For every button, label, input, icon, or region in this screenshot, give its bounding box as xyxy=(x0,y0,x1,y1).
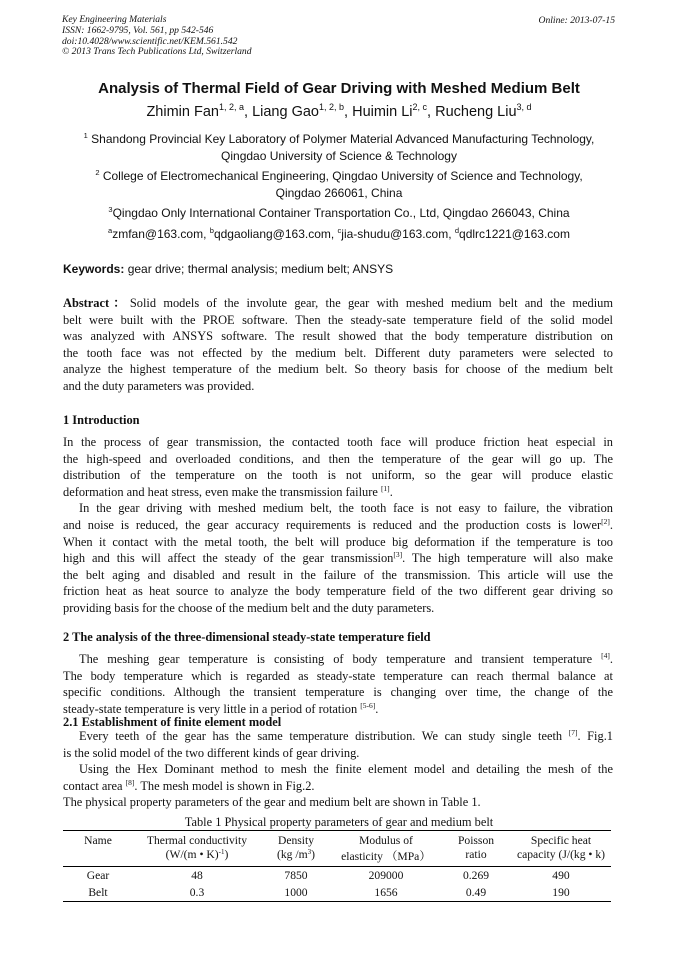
section-2-1-body: Every teeth of the gear has the same temperature distribution. We can study single teeth [7]. Fig.1 is the solid model of the two different kinds of gear driving. Using the Hex Dominant method to mesh the finite element model and detailing the mesh of the contact area [8]. The mesh model is shown in Fig.2. The physical property parameters of the gear and medium belt are shown in Table 1. xyxy=(63,728,613,810)
properties-table xyxy=(63,830,611,902)
column-header: (kg $/m^3$) xyxy=(277,848,315,861)
section-1-body: In the process of gear transmission, the contacted tooth face will produce friction heat especial in the high-speed and overloaded conditions, and then the temperature of the gear will go up. The distribution of the temperature on the tooth is not uniform, so the gear will produce elastic deformation and heat stress, even make the transmission failure [1]. In the gear driving with meshed medium belt, the tooth face is not easy to failure, the vibration and noise is reduced, the gear accuracy requirements is reduced and the production costs is lower[2]. When it contact with the metal tooth, the belt will produce big deformation if the temperature is too high and this will affect the steady of the gear transmission[3]. The high temperature will also make the belt aging and disabled and result in the failure of the transmission. This article will use the friction heat as heat source to analyze the body temperature field of the two different gear driving so providing basis for the choose of the medium belt and the duty parameters. xyxy=(63,435,613,615)
citation: [4] xyxy=(601,651,610,660)
abstract-label: Abstract： xyxy=(63,296,130,310)
column-header: Thermal conductivity xyxy=(146,834,248,847)
column-header: Poisson xyxy=(457,834,495,847)
table-cell: 7850 xyxy=(284,869,308,882)
affiliation-3: $^3$Qingdao Only International Container Transportation Co., Ltd, Qingdao 266043, China xyxy=(108,205,570,220)
email-link[interactable]: qdlrc1221@163.com xyxy=(459,227,570,241)
author-affil-sup: 2, c xyxy=(412,102,428,112)
citation: [1] xyxy=(380,483,390,493)
email-link[interactable]: zmfan@163.com, xyxy=(112,227,210,241)
citation: [5-6] xyxy=(360,700,376,710)
section-heading: 2 The analysis of the three-dimensional steady-state temperature field xyxy=(63,630,431,644)
column-header: (W/(m • K)$^{-1}$) xyxy=(165,848,229,861)
author-name: Rucheng Liu xyxy=(435,104,517,120)
author-name: Zhimin Fan xyxy=(146,104,219,120)
citation: [2] xyxy=(601,516,610,526)
table-cell: 48 xyxy=(191,869,203,882)
column-header: elasticity （MPa） xyxy=(341,850,431,863)
section-2-body: The meshing gear temperature is consisting of body temperature and transient temperature [4]. The body temperature which is regarded as steady-state temperature can reach thermal balance at specific conditions. Although the transient temperature is changing over time, the change of the steady-state temperature is very little in a period of rotation [5-6]. xyxy=(63,651,613,716)
journal-name: Key Engineering Materials xyxy=(62,14,167,25)
author-list: Zhimin Fan$^{1, 2, a}$, Liang Gao$^{1, 2, b}$, Huimin Li$^{2, c}$, Rucheng Liu$^{3, d}$ xyxy=(146,102,532,120)
publication-meta xyxy=(62,15,252,58)
table-cell: 0.269 xyxy=(462,869,490,882)
paper-title: Analysis of Thermal Field of Gear Driving with Meshed Medium Belt xyxy=(98,80,580,97)
email-link[interactable]: qdgaoliang@163.com, xyxy=(213,227,338,241)
column-header: ratio xyxy=(465,848,487,861)
column-header: Density xyxy=(277,834,315,847)
table-caption: Table 1 Physical property parameters of gear and medium belt xyxy=(184,815,494,829)
table-cell: 1656 xyxy=(331,884,441,902)
keywords-text: gear drive; thermal analysis; medium belt; ANSYS xyxy=(124,262,394,276)
table-header-row xyxy=(63,831,611,849)
online-date: Online: 2013-07-15 xyxy=(538,15,615,26)
abstract: Abstract：Solid models of the involute gear, the gear with meshed medium belt and the medium belt were built with the PROE software. Then the steady-sate temperature field of the solid model was analyzed with ANSYS software. The result showed that the body temperature distribution on the tooth face was not effected by the medium belt. Different duty parameters were selected to analyze the highest temperature of the medium belt. So theory basis for choose of the medium belt and the duty parameters was provided. xyxy=(63,296,614,393)
table-cell: Belt xyxy=(63,884,133,902)
author-emails: $^a$zmfan@163.com, $^b$qdgaoliang@163.com, $^c$jia-shudu@163.com, $^d$qdlrc1221@163.com xyxy=(108,226,570,241)
issn: ISSN: 1662-9795, Vol. 561, pp 542-546 xyxy=(62,24,214,36)
author-affil-sup: 1, 2, a xyxy=(218,102,245,112)
column-header: Specific heat xyxy=(530,834,592,847)
table-cell: 209000 xyxy=(368,869,404,882)
citation: [3] xyxy=(393,550,403,560)
column-header xyxy=(63,848,133,867)
author-affil-sup: 1, 2, b xyxy=(319,102,345,112)
table-cell: 0.49 xyxy=(441,884,511,902)
table-cell: 1000 xyxy=(261,884,331,902)
citation: [8] xyxy=(125,777,135,787)
column-header: Modulus of xyxy=(359,834,413,847)
email-link[interactable]: jia-shudu@163.com, xyxy=(341,227,455,241)
keywords-label: Keywords: xyxy=(63,262,125,276)
table-cell: 490 xyxy=(552,869,570,882)
table-cell: 0.3 xyxy=(133,884,261,902)
section-heading: 1 Introduction xyxy=(63,413,140,427)
subsection-heading: 2.1 Establishment of finite element model xyxy=(63,715,282,729)
author-affil-sup: 3, d xyxy=(516,102,532,112)
doi: doi:10.4028/www.scientific.net/KEM.561.542 xyxy=(62,35,238,47)
affiliation-2: $^2$ College of Electromechanical Engineering, Qingdao University of Science and Technology, Qingdao 266061, China xyxy=(95,168,583,200)
table-cell: Gear xyxy=(86,869,110,882)
author-name: Huimin Li xyxy=(352,104,413,120)
citation: [7] xyxy=(568,728,578,737)
copyright: © 2013 Trans Tech Publications Ltd, Switzerland xyxy=(62,46,252,58)
keywords xyxy=(63,262,393,276)
table-cell: 190 xyxy=(511,884,611,902)
column-header: capacity (J/(kg • k) xyxy=(516,848,606,861)
column-header: Name xyxy=(84,834,112,847)
affiliation-1: $^1$ Shandong Provincial Key Laboratory of Polymer Material Advanced Manufacturing Technology, Qingdao University of Science & Technology xyxy=(83,131,595,163)
table-row xyxy=(63,867,611,885)
table-header-row xyxy=(63,848,611,867)
table-row xyxy=(63,884,611,902)
author-name: Liang Gao xyxy=(252,104,319,120)
